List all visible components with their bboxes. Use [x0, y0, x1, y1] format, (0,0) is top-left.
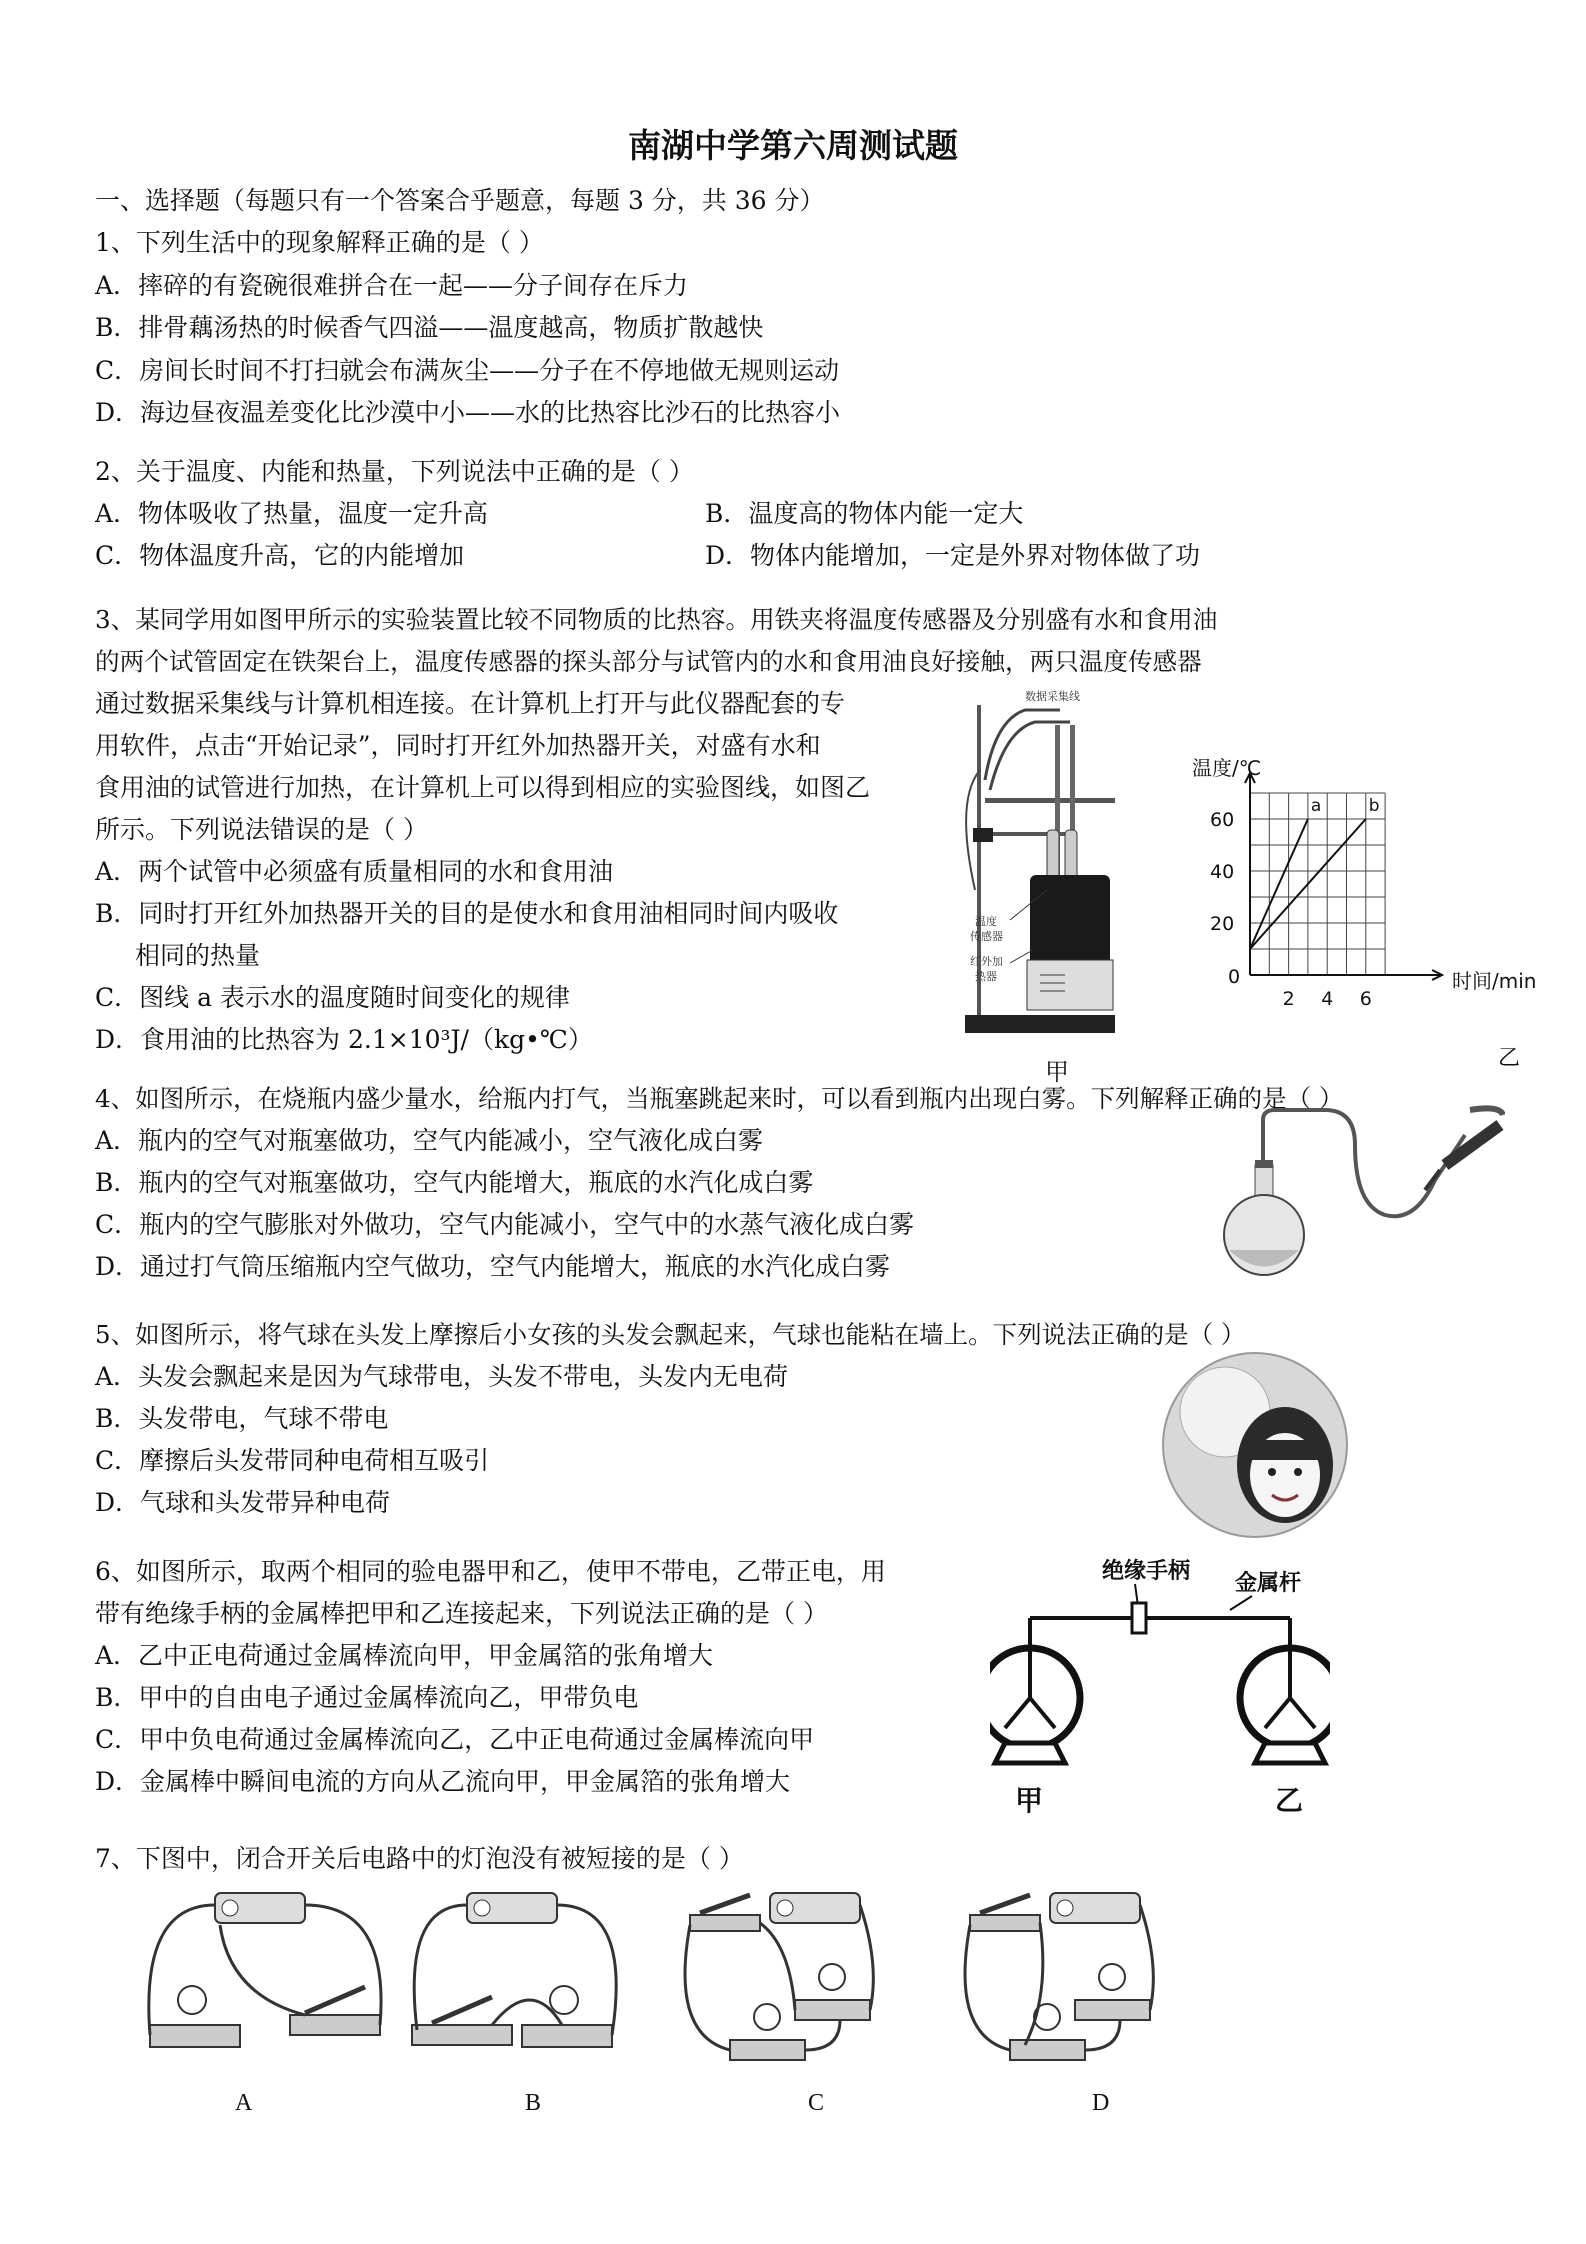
chart-y-label: 温度/℃	[1192, 756, 1262, 780]
rod-label: 金属杆	[1235, 1571, 1302, 1596]
label-yi: 乙	[1275, 1784, 1304, 1817]
temperature-time-chart	[1180, 745, 1550, 1075]
q2-option-a: A．物体吸收了热量，温度一定升高	[95, 499, 489, 528]
q3-line-2: 的两个试管固定在铁架台上，温度传感器的探头部分与试管内的水和食用油良好接触，两只温度传感器	[95, 647, 1202, 676]
q5-stem: 5、如图所示，将气球在头发上摩擦后小女孩的头发会飘起来，气球也能粘在墙上。下列说法正确的是（ ）	[95, 1320, 1246, 1349]
circuit-c	[685, 1893, 873, 2060]
q3-line-5: 食用油的试管进行加热，在计算机上可以得到相应的实验图线，如图乙	[95, 773, 871, 802]
base-jia	[995, 1743, 1065, 1763]
series-label-a: a	[1310, 796, 1322, 816]
sensor-label-1: 温度	[975, 915, 997, 928]
bangs	[1252, 1440, 1318, 1460]
bulb-b	[550, 1986, 578, 2014]
clamp-arm-2	[993, 832, 1073, 836]
cable-label: 数据采集线	[1025, 690, 1080, 703]
q5-option-b: B．头发带电，气球不带电	[95, 1404, 389, 1433]
heater-label-2: 热器	[975, 970, 997, 983]
switch-base-a	[290, 2015, 380, 2035]
q2-option-d: D．物体内能增加，一定是外界对物体做了功	[705, 541, 1201, 570]
pump-hand	[1470, 1108, 1503, 1115]
q2-option-c: C．物体温度升高，它的内能增加	[95, 541, 465, 570]
chart-x-label: 时间/min	[1452, 969, 1537, 993]
electroscope-figure	[990, 1548, 1330, 1823]
q1-option-a: A．摔碎的有瓷碗很难拼合在一起——分子间存在斥力	[95, 271, 689, 300]
stand-base	[965, 1015, 1115, 1033]
q7-stem: 7、下图中，闭合开关后电路中的灯泡没有被短接的是（ ）	[95, 1844, 744, 1873]
circuit-label-d: D	[1092, 2090, 1110, 2116]
electroscope-yi	[1240, 1648, 1330, 1748]
x-tick-label: 6	[1359, 988, 1372, 1010]
circuit-a	[149, 1893, 381, 2047]
q3-line-4: 用软件，点击“开始记录”，同时打开红外加热器开关，对盛有水和	[95, 731, 821, 760]
electroscope-jia	[990, 1648, 1080, 1748]
foil-yi	[1265, 1648, 1315, 1728]
bulb-d1	[1099, 1964, 1125, 1990]
switch-base-c	[690, 1915, 760, 1931]
q5-option-c: C．摩擦后头发带同种电荷相互吸引	[95, 1446, 490, 1475]
q5-option-a: A．头发会飘起来是因为气球带电，头发不带电，头发内无电荷	[95, 1362, 789, 1391]
q1-option-c: C．房间长时间不打扫就会布满灰尘——分子在不停地做无规则运动	[95, 356, 840, 385]
q1-option-d: D．海边昼夜温差变化比沙漠中小——水的比热容比沙石的比热容小	[95, 398, 841, 427]
label-jia: 甲	[1015, 1784, 1044, 1817]
bulb-c1	[819, 1964, 845, 1990]
q3-line-1: 3、某同学用如图甲所示的实验装置比较不同物质的比热容。用铁夹将温度传感器及分别盛有水和食用油	[95, 605, 1218, 634]
heater-label-1: 红外加	[970, 955, 1003, 968]
q3-option-b: B．同时打开红外加热器开关的目的是使水和食用油相同时间内吸收	[95, 899, 839, 928]
clamp-arm	[985, 798, 1115, 803]
circuit-label-c: C	[808, 2090, 825, 2116]
bulb-a	[178, 1986, 206, 2014]
q3-line-6: 所示。下列说法错误的是（ ）	[95, 815, 428, 844]
origin-label: 0	[1228, 966, 1241, 988]
circuit-d	[965, 1893, 1153, 2060]
clamp-block	[973, 828, 993, 842]
q1-stem: 1、下列生活中的现象解释正确的是（ ）	[95, 228, 544, 257]
heater-base	[1027, 960, 1113, 1010]
q4-option-d: D．通过打气筒压缩瓶内空气做功，空气内能增大，瓶底的水汽化成白雾	[95, 1252, 891, 1281]
flask-pump-figure	[1215, 1105, 1505, 1280]
switch-base-d	[970, 1915, 1040, 1931]
q3-option-b-cont: 相同的热量	[135, 941, 261, 970]
bulb-c2	[754, 2004, 780, 2030]
q3-option-c: C．图线 a 表示水的温度随时间变化的规律	[95, 983, 570, 1012]
series-line-a	[1250, 819, 1308, 949]
base-yi	[1255, 1743, 1325, 1763]
lamp-base-a	[150, 2025, 240, 2047]
q4-option-c: C．瓶内的空气膨胀对外做功，空气内能减小，空气中的水蒸气液化成白雾	[95, 1210, 915, 1239]
balloon-girl-photo	[1160, 1350, 1350, 1540]
page-title: 南湖中学第六周测试题	[628, 126, 958, 165]
heating-apparatus-figure	[955, 680, 1155, 1075]
q6-option-a: A．乙中正电荷通过金属棒流向甲，甲金属箔的张角增大	[95, 1641, 714, 1670]
switch-a	[305, 1987, 365, 2013]
q3-option-a: A．两个试管中必须盛有质量相同的水和食用油	[95, 857, 614, 886]
insulating-handle	[1132, 1603, 1146, 1633]
y-tick-label: 40	[1210, 861, 1235, 883]
q5-option-d: D．气球和头发带异种电荷	[95, 1488, 391, 1517]
q3-line-3: 通过数据采集线与计算机相连接。在计算机上打开与此仪器配套的专	[95, 689, 846, 718]
q4-option-b: B．瓶内的空气对瓶塞做功，空气内能增大，瓶底的水汽化成白雾	[95, 1168, 814, 1197]
series-label-b: b	[1368, 796, 1380, 816]
y-tick-label: 20	[1210, 913, 1235, 935]
x-tick-label: 4	[1321, 988, 1334, 1010]
sensor-label-2: 传感器	[970, 930, 1003, 943]
q6-option-d: D．金属棒中瞬间电流的方向从乙流向甲，甲金属箔的张角增大	[95, 1767, 791, 1796]
q6-line-1: 6、如图所示，取两个相同的验电器甲和乙，使甲不带电，乙带正电，用	[95, 1557, 886, 1586]
foil-jia	[1005, 1648, 1055, 1728]
circuit-figures	[130, 1885, 1250, 2085]
flask-stopper	[1255, 1160, 1273, 1168]
q6-option-c: C．甲中负电荷通过金属棒流向乙，乙中正电荷通过金属棒流向甲	[95, 1725, 815, 1754]
q3-option-d: D．食用油的比热容为 2.1×10³J/（kg•℃）	[95, 1025, 593, 1054]
lamp-base-d1	[1075, 2000, 1150, 2020]
q4-option-a: A．瓶内的空气对瓶塞做功，空气内能减小，空气液化成白雾	[95, 1126, 764, 1155]
lamp-base-c1	[795, 2000, 870, 2020]
switch-base-b	[412, 2025, 512, 2045]
q4-stem: 4、如图所示，在烧瓶内盛少量水，给瓶内打气，当瓶塞跳起来时，可以看到瓶内出现白雾。下列解释正确的是（ ）	[95, 1084, 1344, 1113]
switch-c	[700, 1895, 750, 1913]
switch-b	[432, 1997, 492, 2023]
circuit-label-a: A	[235, 2090, 253, 2116]
lamp-base-b	[522, 2025, 612, 2047]
q2-stem: 2、关于温度、内能和热量，下列说法中正确的是（ ）	[95, 457, 694, 486]
air-tube	[1263, 1110, 1465, 1216]
switch-d	[980, 1895, 1030, 1913]
y-tick-label: 60	[1210, 809, 1235, 831]
section-heading: 一、选择题（每题只有一个答案合乎题意，每题 3 分，共 36 分）	[95, 186, 825, 215]
circuit-b	[412, 1893, 616, 2047]
q2-option-b: B．温度高的物体内能一定大	[705, 499, 1024, 528]
x-tick-label: 2	[1282, 988, 1295, 1010]
handle-label: 绝缘手柄	[1102, 1559, 1191, 1584]
q6-line-2: 带有绝缘手柄的金属棒把甲和乙连接起来，下列说法正确的是（ ）	[95, 1599, 828, 1628]
lamp-base-d2	[1010, 2040, 1085, 2060]
figure-jia-caption: 甲	[1045, 1060, 1069, 1086]
circuit-label-b: B	[525, 2090, 542, 2116]
q1-option-b: B．排骨藕汤热的时候香气四溢——温度越高，物质扩散越快	[95, 313, 764, 342]
lamp-base-c2	[730, 2040, 805, 2060]
figure-yi-caption: 乙	[1498, 1046, 1521, 1071]
pump-body	[1445, 1125, 1500, 1165]
q6-option-b: B．甲中的自由电子通过金属棒流向乙，甲带负电	[95, 1683, 639, 1712]
